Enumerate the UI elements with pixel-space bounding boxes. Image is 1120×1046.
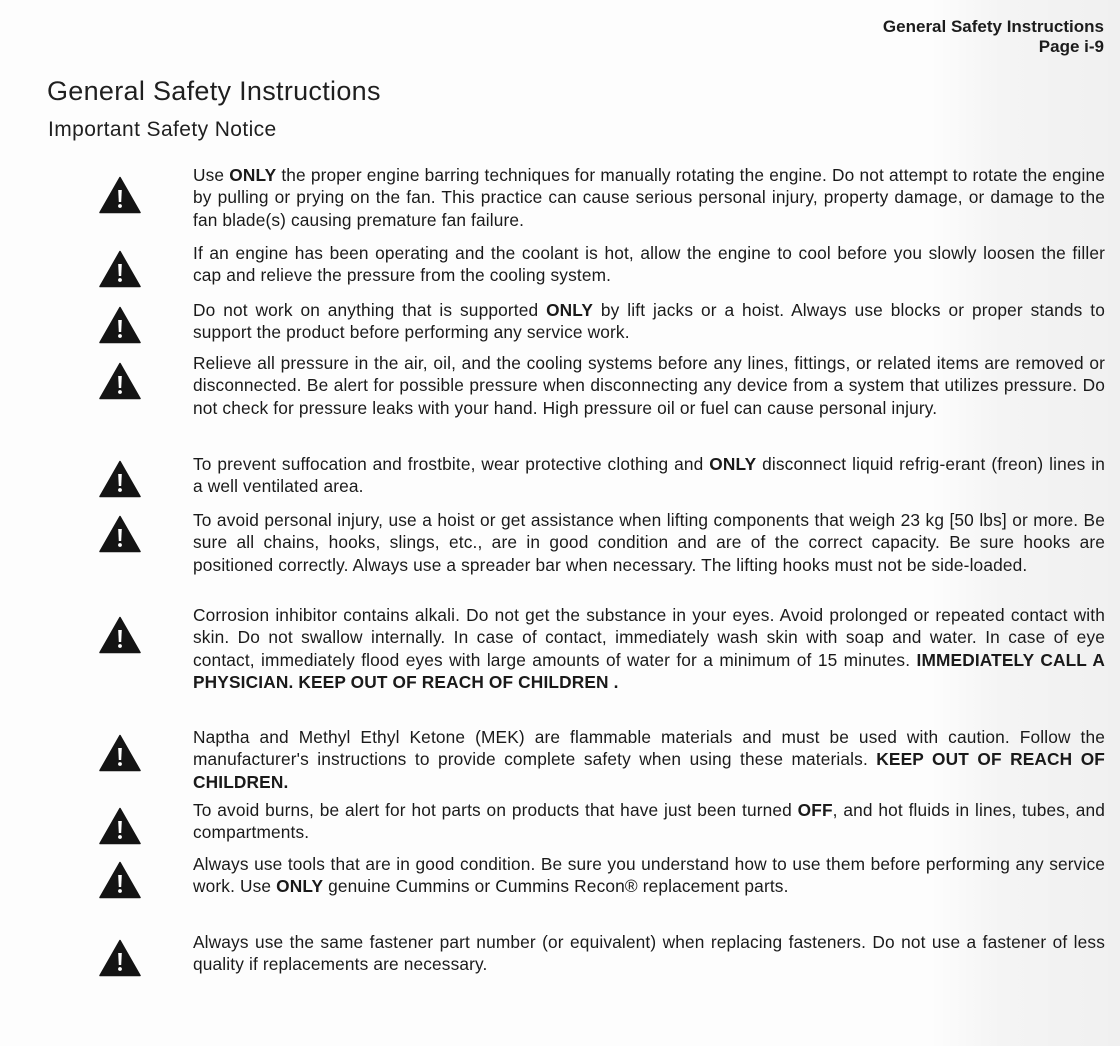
notice-text-segment: Do not work on anything that is supported	[193, 300, 547, 320]
emphasis-text: KEEP OUT OF REACH OF CHILDREN.	[193, 749, 1105, 792]
notice-text-segment: To prevent suffocation and frostbite, wear protective clothing and	[193, 454, 710, 474]
safety-notice-text	[193, 509, 1105, 576]
safety-notice-text	[193, 352, 1105, 419]
notice-text-segment: Use	[193, 165, 230, 185]
header-page-number: Page i-9	[1038, 37, 1104, 56]
notice-text-segment: Always use tools that are in good condition. Be sure you understand how to use them before performing any service work. Use	[193, 854, 1105, 897]
warning-icon	[99, 250, 141, 288]
emphasis-text: ONLY	[709, 454, 757, 474]
emphasis-text: IMMEDIATELY CALL A PHYSICIAN. KEEP OUT OF REACH OF CHILDREN .	[193, 649, 1105, 693]
emphasis-text: ONLY	[229, 165, 277, 185]
header-section-title: General Safety Instructions	[882, 17, 1104, 36]
notice-text-segment: Relieve all pressure in the air, oil, and the cooling systems before any lines, fittings, or related items are removed or disconnected. Be alert for possible pressure when disconnecting any device from a system that utilizes pressure. Do not check for pressure leaks with your hand. High pressure oil or fuel can cause personal injury.	[193, 353, 1105, 418]
warning-icon	[99, 460, 141, 498]
safety-notice-text	[193, 604, 1105, 694]
safety-notice-text	[193, 931, 1105, 976]
safety-notice-text	[193, 799, 1105, 844]
warning-icon	[99, 939, 141, 977]
notice-text-segment: Corrosion inhibitor contains alkali. Do not get the substance in your eyes. Avoid prolonged or repeated contact with skin. Do not swallow internally. In case of contact, immediately wash skin with soap and water. In case of eye contact, immediately flood eyes with large amounts of water for a minimum of 15 minutes.	[193, 605, 1105, 670]
notice-text-segment: , and hot fluids in lines, tubes, and compartments.	[193, 800, 1105, 843]
emphasis-text: OFF	[797, 800, 833, 820]
notice-text-segment: To avoid personal injury, use a hoist or get assistance when lifting components that weigh 23 kg [50 lbs] or more. Be sure all chains, hooks, slings, etc., are in good condition and are of the correct capacity. Be sure hooks are positioned correctly. Always use a spreader bar when necessary. The lifting hooks must not be side-loaded.	[193, 510, 1105, 575]
warning-icon	[99, 176, 141, 214]
notice-text-segment: the proper engine barring techniques for manually rotating the engine. Do not attempt to rotate the engine by pulling or prying on the fan. This practice can cause serious personal injury, property damage, or damage to the fan blade(s) causing premature fan failure.	[193, 165, 1105, 230]
emphasis-text: ONLY	[546, 300, 594, 320]
safety-notice-text	[193, 453, 1105, 498]
warning-icon	[99, 616, 141, 654]
safety-notice-text	[193, 299, 1105, 344]
section-subtitle: Important Safety Notice	[48, 118, 277, 141]
safety-notice-text	[193, 164, 1105, 231]
warning-icon	[99, 515, 141, 553]
notice-text-segment: disconnect liquid refrig-erant (freon) lines in a well ventilated area.	[193, 454, 1105, 497]
emphasis-text: ONLY	[276, 876, 324, 897]
page-title: General Safety Instructions	[47, 76, 381, 106]
warning-icon	[99, 861, 141, 899]
warning-icon	[99, 306, 141, 344]
safety-notice-text	[193, 242, 1105, 287]
safety-notice-text	[193, 726, 1105, 793]
notice-text-segment: If an engine has been operating and the coolant is hot, allow the engine to cool before you slowly loosen the filler cap and relieve the pressure from the cooling system.	[193, 243, 1105, 286]
notice-text-segment: To avoid burns, be alert for hot parts on products that have just been turned	[193, 800, 798, 820]
safety-notice-text	[193, 853, 1105, 898]
warning-icon	[99, 734, 141, 772]
warning-icon	[99, 807, 141, 845]
notice-text-segment: by lift jacks or a hoist. Always use blocks or proper stands to support the product before performing any service work.	[193, 300, 1105, 343]
notice-text-segment: genuine Cummins or Cummins Recon® replacement parts.	[323, 876, 789, 897]
warning-icon	[99, 362, 141, 400]
notice-text-segment: Naptha and Methyl Ethyl Ketone (MEK) are flammable materials and must be used with caution. Follow the manufacturer's instructions to provide complete safety when using these materials.	[193, 727, 1105, 770]
notice-text-segment: Always use the same fastener part number (or equivalent) when replacing fasteners. Do not use a fastener of less quality if replacements are necessary.	[193, 932, 1105, 975]
